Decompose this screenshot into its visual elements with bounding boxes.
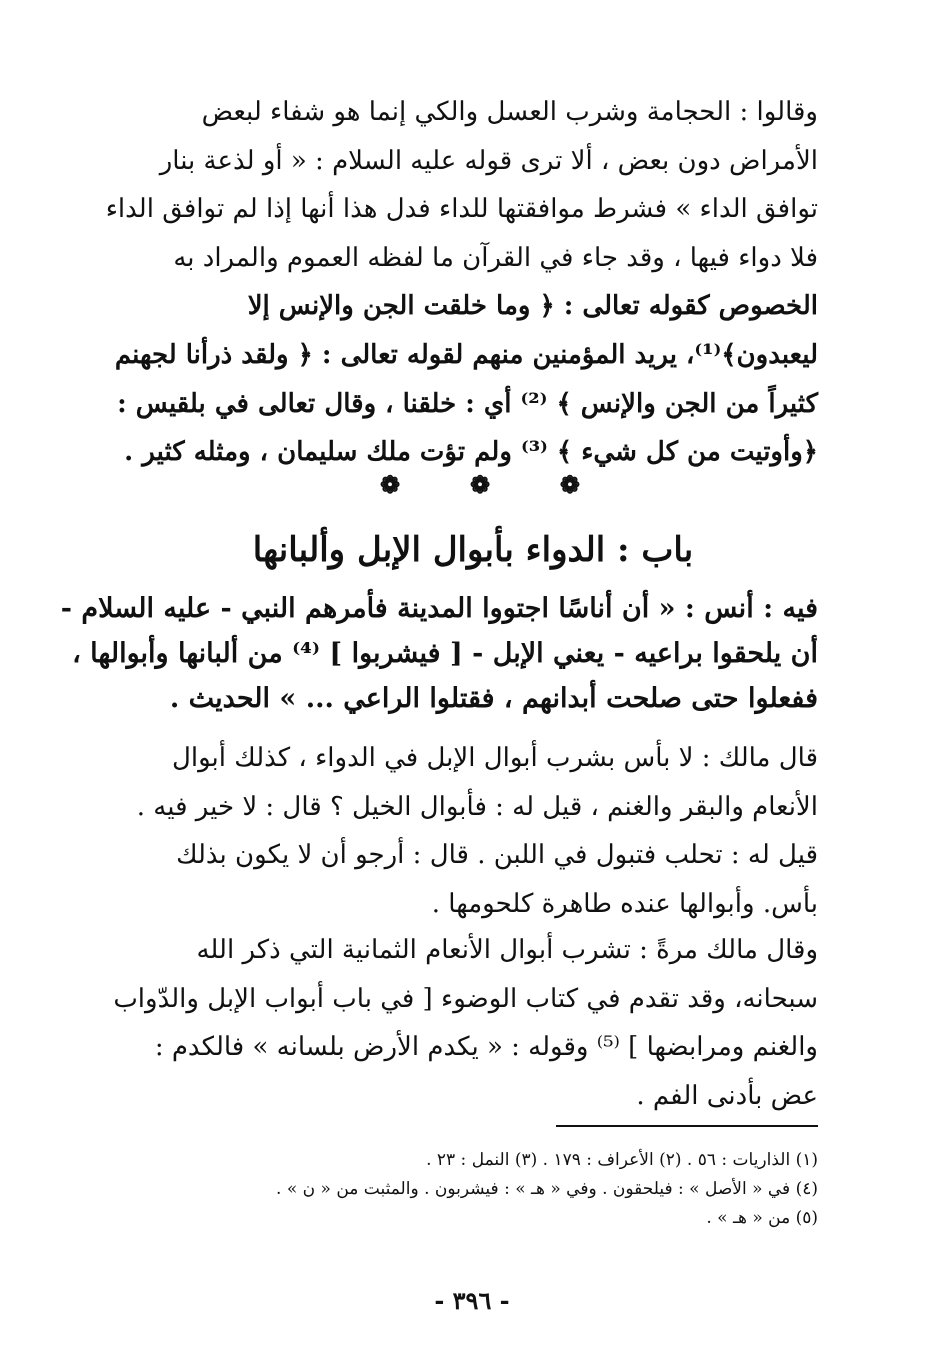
flower-ornament-icon: ❁	[469, 470, 491, 499]
paragraph-intro	[105, 88, 818, 477]
text-line: أن يلحقوا براعيه - يعني الإبل - [ فيشربوا ] ⁽⁴⁾ من ألبانها وأبوالها ،	[72, 638, 818, 669]
text-line: فلا دواء فيها ، وقد جاء في القرآن ما لفظه العموم والمراد به	[173, 242, 818, 273]
flower-ornament-icon: ❁	[559, 470, 580, 499]
hadith-text	[60, 586, 818, 721]
text-line: ﴿وأوتيت من كل شيء ﴾ ⁽³⁾ ولم تؤت ملك سليمان ، ومثله كثير .	[124, 437, 818, 468]
text-line: قيل له : تحلب فتبول في اللبن . قال : أرجو أن لا يكون بذلك	[176, 840, 818, 871]
text-line: الخصوص كقوله تعالى : ﴿ وما خلقت الجن والإنس إلا	[247, 291, 818, 322]
footnote-line: (١) الذاريات : ٥٦ . (٢) الأعراف : ١٧٩ . (٣) النمل : ٢٣ .	[426, 1150, 818, 1170]
footnotes	[128, 1146, 818, 1233]
text-line: وقالوا : الحجامة وشرب العسل والكي إنما هو شفاء لبعض	[201, 97, 818, 127]
section-separator	[380, 470, 580, 510]
flower-ornament-icon: ❁	[380, 470, 401, 499]
text-line: كثيراً من الجن والإنس ﴾ ⁽²⁾ أي : خلقنا ، وقال تعالى في بلقيس :	[117, 388, 818, 419]
text-line: الأمراض دون بعض ، ألا ترى قوله عليه السلام : « أو لذعة بنار	[159, 145, 818, 176]
text-line: فيه : أنس : « أن أناسًا اجتووا المدينة فأمرهم النبي - عليه السلام -	[60, 593, 818, 624]
footnote-line: (٥) من « هـ » .	[706, 1208, 818, 1228]
text-line: ليعبدون﴾⁽¹⁾، يريد المؤمنين منهم لقوله تعالى : ﴿ ولقد ذرأنا لجهنم	[114, 339, 818, 370]
text-line: بأس. وأبوالها عنده طاهرة كلحومها .	[431, 888, 818, 919]
paragraph-malik	[128, 734, 818, 928]
text-line: ففعلوا حتى صلحت أبدانهم ، فقتلوا الراعي ... » الحديث .	[169, 683, 818, 714]
chapter-heading: باب : الدواء بأبوال الإبل وألبانها	[252, 530, 694, 570]
text-line: قال مالك : لا بأس بشرب أبوال الإبل في الدواء ، كذلك أبوال	[172, 743, 818, 773]
text-line: سبحانه، وقد تقدم في كتاب الوضوء [ في باب أبواب الإبل والدّواب	[113, 983, 818, 1014]
footnote-divider	[556, 1125, 818, 1127]
text-line: الأنعام والبقر والغنم ، قيل له : فأبوال الخيل ؟ قال : لا خير فيه .	[136, 791, 818, 822]
text-line: والغنم ومرابضها ] ⁽⁵⁾ وقوله : « يكدم الأرض بلسانه » فالكدم :	[154, 1032, 818, 1063]
footnote-line: (٤) في « الأصل » : فيلحقون . وفي « هـ » : فيشربون . والمثبت من « ن » .	[276, 1179, 818, 1199]
text-line: عض بأدنى الفم .	[636, 1080, 818, 1111]
text-line: وقال مالك مرةً : تشرب أبوال الأنعام الثمانية التي ذكر الله	[196, 935, 818, 965]
paragraph-malik-second	[113, 926, 818, 1120]
page-number: - ٣٩٦ -	[434, 1286, 510, 1315]
text-line: توافق الداء » فشرط موافقتها للداء فدل هذا أنها إذا لم توافق الداء	[105, 194, 818, 225]
